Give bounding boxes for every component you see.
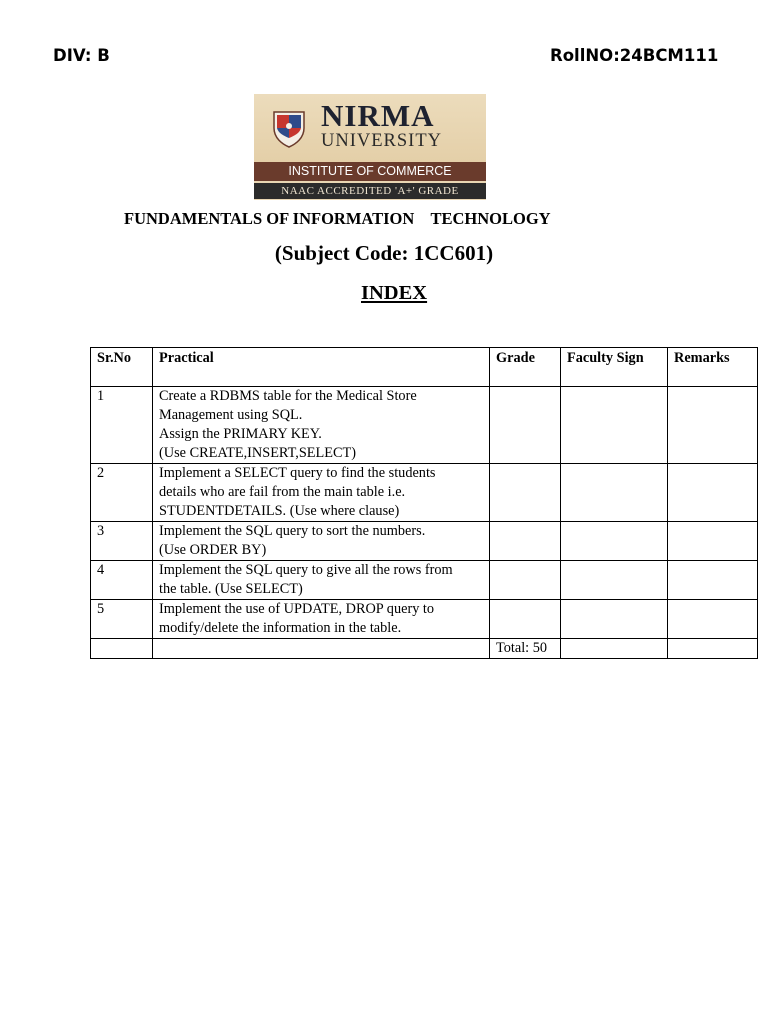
header-practical: Practical [153,348,490,387]
grade-cell [490,522,561,561]
practical-line: STUDENTDETAILS. (Use where clause) [159,503,400,519]
srno-cell: 2 [91,464,153,522]
university-logo [254,94,486,200]
faculty-sign-cell [561,561,668,600]
practical-line: Implement a SELECT query to find the students [159,465,436,481]
practical-index-table [90,347,758,659]
srno-cell: 4 [91,561,153,600]
faculty-sign-cell [561,639,668,659]
srno-cell: 5 [91,600,153,639]
roll-number-label: RollNO:24BCM111 [550,46,719,65]
practical-cell [153,464,490,522]
faculty-sign-cell [561,387,668,464]
grade-cell [490,464,561,522]
remarks-cell [668,522,758,561]
total-cell: Total: 50 [490,639,561,659]
crest-icon [272,108,306,148]
practical-line: Implement the use of UPDATE, DROP query to [159,601,435,617]
subject-code: (Subject Code: 1CC601) [274,241,494,265]
index-heading: INDEX [361,282,428,304]
table-row [91,561,758,600]
practical-cell [153,387,490,464]
practical-line: Implement the SQL query to give all the rows from [159,562,453,578]
practical-line: Assign the PRIMARY KEY. [159,426,322,442]
srno-cell: 1 [91,387,153,464]
logo-name: NIRMA [321,98,435,133]
faculty-sign-cell [561,522,668,561]
practical-line: details who are fail from the main table i.e. [159,484,406,500]
srno-cell: 3 [91,522,153,561]
table-row [91,464,758,522]
srno-cell [91,639,153,659]
faculty-sign-cell [561,464,668,522]
header-grade: Grade [490,348,561,387]
table-row [91,600,758,639]
logo-accreditation-band: NAAC ACCREDITED 'A+' GRADE [254,183,486,199]
grade-cell [490,387,561,464]
header-srno: Sr.No [91,348,153,387]
practical-cell [153,639,490,659]
practical-cell [153,600,490,639]
division-label: DIV: B [53,46,110,65]
table-header-row [91,348,758,387]
grade-cell [490,561,561,600]
logo-university: UNIVERSITY [321,131,442,151]
practical-line: Implement the SQL query to sort the numbers. [159,523,426,539]
practical-cell [153,522,490,561]
remarks-cell [668,561,758,600]
remarks-cell [668,639,758,659]
header-remarks: Remarks [668,348,758,387]
practical-line: (Use CREATE,INSERT,SELECT) [159,445,357,461]
faculty-sign-cell [561,600,668,639]
logo-institute-band: INSTITUTE OF COMMERCE [254,162,486,181]
practical-cell [153,561,490,600]
subject-title: FUNDAMENTALS OF INFORMATION TECHNOLOGY [124,209,551,228]
remarks-cell [668,387,758,464]
remarks-cell [668,600,758,639]
total-row [91,639,758,659]
table-row [91,387,758,464]
practical-line: (Use ORDER BY) [159,542,267,558]
practical-line: modify/delete the information in the table. [159,620,402,636]
practical-line: Create a RDBMS table for the Medical Store [159,388,417,404]
practical-line: the table. (Use SELECT) [159,581,303,597]
table-row [91,522,758,561]
header-faculty-sign: Faculty Sign [561,348,668,387]
logo-top-panel [254,94,486,162]
remarks-cell [668,464,758,522]
grade-cell [490,600,561,639]
practical-line: Management using SQL. [159,407,303,423]
